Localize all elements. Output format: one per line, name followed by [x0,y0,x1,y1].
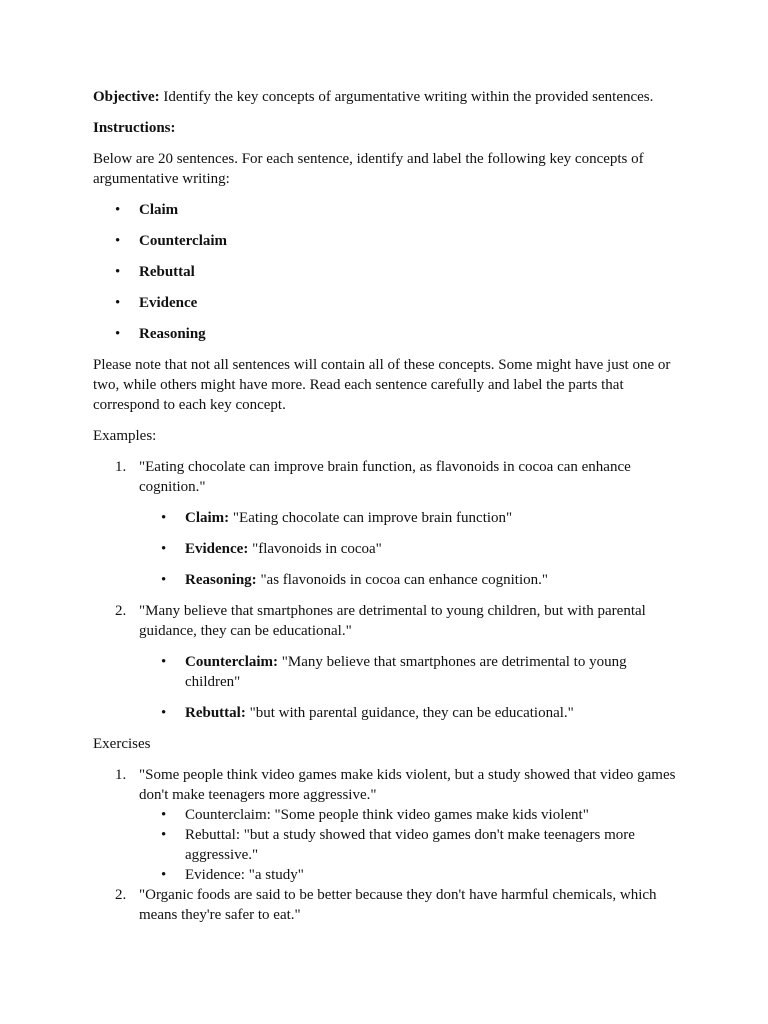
exercises-heading: Exercises [93,736,151,752]
list-item: • Counterclaim: "Many believe that smartphones are detrimental to young children" [139,652,683,692]
example-number: 2. [115,603,127,619]
exercise-number: 2. [115,887,127,903]
list-item: • Rebuttal [93,262,683,282]
exercise-sentence: "Some people think video games make kids violent, but a study showed that video games don't make teenagers more aggressive." [139,767,676,803]
exercises-list [93,765,683,925]
list-item: • Counterclaim [93,231,683,251]
objective-paragraph [93,87,683,107]
examples-heading: Examples: [93,428,157,444]
list-item: • Counterclaim: "Some people think video games make kids violent" [139,805,683,825]
note-paragraph: Please note that not all sentences will contain all of these concepts. Some might have just one or two, while others might have more. Read each sentence carefully and label the parts that correspond to each key concept. [93,357,671,413]
exercise-sentence: "Organic foods are said to be better because they don't have harmful chemicals, which means they're safer to eat." [139,887,657,923]
intro-paragraph: Below are 20 sentences. For each sentence, identify and label the following key concepts of argumentative writing: [93,151,644,187]
exercise-labels [139,805,683,885]
example-item [93,601,683,723]
list-item: • Evidence [93,293,683,313]
example-sentence: "Many believe that smartphones are detrimental to young children, but with parental guidance, they can be educational." [139,603,646,639]
example-labels [139,652,683,723]
list-item: • Rebuttal: "but a study showed that video games don't make teenagers more aggressive." [139,825,683,865]
exercise-item [93,885,683,925]
example-labels [139,508,683,590]
list-item: • Rebuttal: "but with parental guidance, they can be educational." [139,703,683,723]
example-number: 1. [115,459,127,475]
exercise-item [93,765,683,885]
document-page [93,87,683,925]
list-item: • Reasoning: "as flavonoids in cocoa can enhance cognition." [139,570,683,590]
list-item: • Claim: "Eating chocolate can improve brain function" [139,508,683,528]
concepts-list [93,200,683,344]
objective-label: Objective: [93,89,160,105]
list-item: • Evidence: "flavonoids in cocoa" [139,539,683,559]
instructions-heading: Instructions: [93,120,176,136]
list-item: • Claim [93,200,683,220]
examples-list [93,457,683,723]
list-item: • Reasoning [93,324,683,344]
exercise-number: 1. [115,767,127,783]
objective-text: Identify the key concepts of argumentative writing within the provided sentences. [159,89,654,105]
example-sentence: "Eating chocolate can improve brain function, as flavonoids in cocoa can enhance cognition." [139,459,631,495]
list-item: • Evidence: "a study" [139,865,683,885]
example-item [93,457,683,590]
